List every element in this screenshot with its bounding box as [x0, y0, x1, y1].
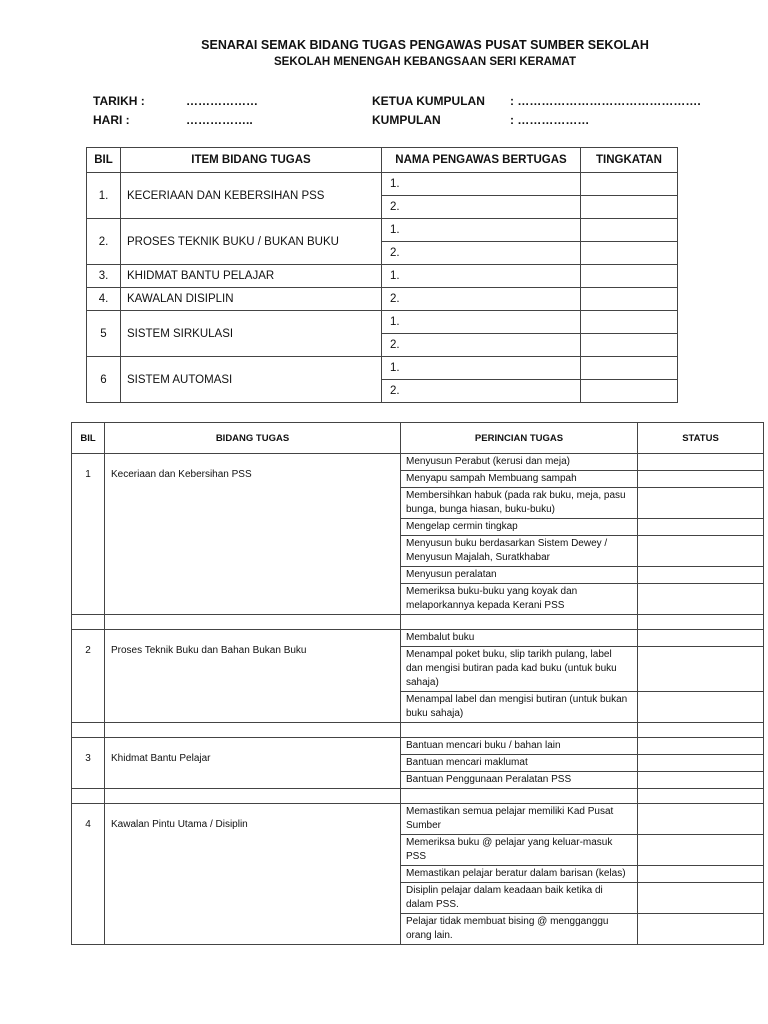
tingkatan-cell — [581, 288, 678, 311]
status-cell — [638, 488, 764, 519]
bil-cell: 6 — [87, 357, 121, 403]
perincian-tugas-cell: Menyusun peralatan — [401, 567, 638, 584]
item-cell: KECERIAAN DAN KEBERSIHAN PSS — [121, 173, 382, 219]
section-spacer-row — [72, 789, 764, 804]
perincian-tugas-cell: Memastikan pelajar beratur dalam barisan (kelas) — [401, 866, 638, 883]
pengawas-name-cell: 2. — [382, 380, 581, 403]
status-cell — [638, 772, 764, 789]
status-cell — [638, 630, 764, 647]
duty-assignment-table — [86, 147, 678, 403]
perincian-tugas-cell: Bantuan mencari maklumat — [401, 755, 638, 772]
status-cell — [638, 804, 764, 835]
tarikh-value: ……………… — [186, 94, 258, 108]
spacer-cell — [638, 723, 764, 738]
status-cell — [638, 692, 764, 723]
perincian-tugas-cell: Menampal poket buku, slip tarikh pulang, label dan mengisi butiran pada kad buku (untuk buku sahaja) — [401, 647, 638, 692]
spacer-cell — [72, 789, 105, 804]
tingkatan-cell — [581, 196, 678, 219]
school-name: SEKOLAH MENENGAH KEBANGSAAN SERI KERAMAT — [274, 56, 576, 68]
bidang-tugas-cell: Kawalan Pintu Utama / Disiplin — [105, 804, 401, 945]
spacer-cell — [638, 615, 764, 630]
bil-cell: 5 — [87, 311, 121, 357]
ketua-kumpulan-value: : ………………………………………. — [510, 94, 701, 108]
tingkatan-cell — [581, 311, 678, 334]
bidang-tugas-cell: Khidmat Bantu Pelajar — [105, 738, 401, 789]
pengawas-name-cell: 2. — [382, 196, 581, 219]
bil-header: BIL — [87, 148, 121, 173]
bil-cell: 1. — [87, 173, 121, 219]
bidang-tugas-cell: Proses Teknik Buku dan Bahan Bukan Buku — [105, 630, 401, 723]
pengawas-name-cell: 1. — [382, 219, 581, 242]
bil-cell: 4 — [72, 804, 105, 945]
pengawas-name-cell: 1. — [382, 265, 581, 288]
tingkatan-cell — [581, 265, 678, 288]
bil-cell: 3. — [87, 265, 121, 288]
perincian-tugas-header: PERINCIAN TUGAS — [401, 423, 638, 454]
hari-value: …………….. — [186, 113, 253, 127]
hari-label: HARI : — [93, 113, 130, 127]
status-cell — [638, 519, 764, 536]
perincian-tugas-cell: Mengelap cermin tingkap — [401, 519, 638, 536]
pengawas-name-cell: 1. — [382, 311, 581, 334]
table-row — [87, 311, 678, 334]
tingkatan-cell — [581, 357, 678, 380]
bil-cell: 2 — [72, 630, 105, 723]
perincian-tugas-cell: Memeriksa buku @ pelajar yang keluar-masuk PSS — [401, 835, 638, 866]
spacer-cell — [105, 615, 401, 630]
status-cell — [638, 567, 764, 584]
spacer-cell — [105, 789, 401, 804]
perincian-tugas-cell: Membersihkan habuk (pada rak buku, meja, pasu bunga, bunga hiasan, buku-buku) — [401, 488, 638, 519]
spacer-cell — [401, 723, 638, 738]
table-row — [87, 265, 678, 288]
item-cell: KHIDMAT BANTU PELAJAR — [121, 265, 382, 288]
bil-header: BIL — [72, 423, 105, 454]
tarikh-label: TARIKH : — [93, 94, 145, 108]
bil-cell: 2. — [87, 219, 121, 265]
perincian-tugas-cell: Pelajar tidak membuat bising @ mengganggu orang lain. — [401, 914, 638, 945]
item-header: ITEM BIDANG TUGAS — [121, 148, 382, 173]
perincian-tugas-cell: Menyusun Perabut (kerusi dan meja) — [401, 454, 638, 471]
spacer-cell — [638, 789, 764, 804]
spacer-cell — [105, 723, 401, 738]
table-header-row — [87, 148, 678, 173]
perincian-tugas-cell: Menyapu sampah Membuang sampah — [401, 471, 638, 488]
pengawas-name-cell: 2. — [382, 334, 581, 357]
bidang-tugas-cell: Keceriaan dan Kebersihan PSS — [105, 454, 401, 615]
pengawas-name-cell: 1. — [382, 173, 581, 196]
perincian-tugas-cell: Menampal label dan mengisi butiran (untuk bukan buku sahaja) — [401, 692, 638, 723]
perincian-tugas-cell: Menyusun buku berdasarkan Sistem Dewey / Menyusun Majalah, Suratkhabar — [401, 536, 638, 567]
pengawas-name-cell: 2. — [382, 242, 581, 265]
item-cell: KAWALAN DISIPLIN — [121, 288, 382, 311]
status-header: STATUS — [638, 423, 764, 454]
bidang-tugas-header: BIDANG TUGAS — [105, 423, 401, 454]
status-cell — [638, 883, 764, 914]
section-spacer-row — [72, 615, 764, 630]
table-row — [87, 219, 678, 242]
table-row — [72, 630, 764, 647]
perincian-tugas-cell: Membalut buku — [401, 630, 638, 647]
perincian-tugas-cell: Bantuan Penggunaan Peralatan PSS — [401, 772, 638, 789]
status-cell — [638, 647, 764, 692]
document-title: SENARAI SEMAK BIDANG TUGAS PENGAWAS PUSAT SUMBER SEKOLAH — [201, 38, 649, 52]
spacer-cell — [401, 789, 638, 804]
table-header-row — [72, 423, 764, 454]
table-row — [72, 738, 764, 755]
duty-checklist-table — [71, 422, 764, 945]
perincian-tugas-cell: Bantuan mencari buku / bahan lain — [401, 738, 638, 755]
status-cell — [638, 755, 764, 772]
perincian-tugas-cell: Disiplin pelajar dalam keadaan baik ketika di dalam PSS. — [401, 883, 638, 914]
table-row — [72, 454, 764, 471]
pengawas-name-cell: 2. — [382, 288, 581, 311]
kumpulan-value: : ……………… — [510, 113, 590, 127]
tingkatan-cell — [581, 219, 678, 242]
table-row — [87, 173, 678, 196]
pengawas-name-cell: 1. — [382, 357, 581, 380]
spacer-cell — [72, 723, 105, 738]
status-cell — [638, 584, 764, 615]
item-cell: SISTEM AUTOMASI — [121, 357, 382, 403]
status-cell — [638, 866, 764, 883]
ketua-kumpulan-label: KETUA KUMPULAN — [372, 94, 485, 108]
bil-cell: 1 — [72, 454, 105, 615]
perincian-tugas-cell: Memeriksa buku-buku yang koyak dan melaporkannya kepada Kerani PSS — [401, 584, 638, 615]
status-cell — [638, 738, 764, 755]
status-cell — [638, 536, 764, 567]
nama-pengawas-header: NAMA PENGAWAS BERTUGAS — [382, 148, 581, 173]
kumpulan-label: KUMPULAN — [372, 113, 441, 127]
tingkatan-cell — [581, 334, 678, 357]
perincian-tugas-cell: Memastikan semua pelajar memiliki Kad Pusat Sumber — [401, 804, 638, 835]
table-row — [87, 357, 678, 380]
status-cell — [638, 835, 764, 866]
bil-cell: 3 — [72, 738, 105, 789]
spacer-cell — [401, 615, 638, 630]
table-row — [87, 288, 678, 311]
tingkatan-header: TINGKATAN — [581, 148, 678, 173]
spacer-cell — [72, 615, 105, 630]
tingkatan-cell — [581, 242, 678, 265]
table-row — [72, 804, 764, 835]
bil-cell: 4. — [87, 288, 121, 311]
status-cell — [638, 454, 764, 471]
tingkatan-cell — [581, 380, 678, 403]
item-cell: SISTEM SIRKULASI — [121, 311, 382, 357]
status-cell — [638, 914, 764, 945]
tingkatan-cell — [581, 173, 678, 196]
item-cell: PROSES TEKNIK BUKU / BUKAN BUKU — [121, 219, 382, 265]
section-spacer-row — [72, 723, 764, 738]
status-cell — [638, 471, 764, 488]
